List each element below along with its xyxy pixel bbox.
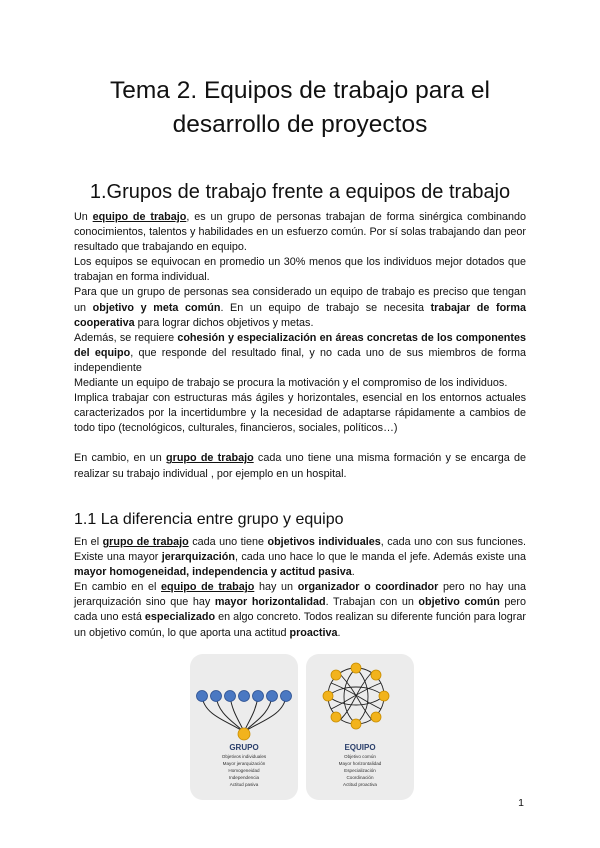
grupo-trait: Independencia <box>228 775 260 780</box>
text: En cambio, en un <box>74 452 167 465</box>
paragraph <box>74 580 526 640</box>
text: Implica trabajar con estructuras más ágiles y horizontales, esencial en los entornos actuales caracterizados por la incertidumbre y la necesidad de adaptarse rápidamente a cambios de todo tipo (tecnológicos, culturales, financieros, sociales, políticos…) <box>74 392 526 435</box>
text: En el <box>74 536 103 548</box>
grupo-node <box>267 691 278 702</box>
text: , cada uno con sus funciones. Existe una mayor <box>74 536 527 564</box>
grupo-trait: Mayor jerarquización <box>222 761 266 766</box>
equipo-node <box>371 712 381 722</box>
text: Mediante un equipo de trabajo se procura la motivación y el compromiso de los individuos. <box>74 377 508 390</box>
bold-term: objetivo y meta común <box>92 301 221 314</box>
equipo-label: EQUIPO <box>344 743 376 752</box>
text: . Trabajan con un <box>325 596 419 609</box>
text: Para que un grupo de personas sea considerado un equipo de trabajo es preciso que tengan un <box>74 286 526 314</box>
grupo-trait: Homogeneidad <box>228 768 260 773</box>
grupo-trait: Objetivos individuales <box>221 754 267 759</box>
equipo-traits <box>339 754 382 787</box>
grupo-label: GRUPO <box>229 743 259 752</box>
grupo-node <box>239 691 250 702</box>
equipo-node <box>351 719 361 729</box>
title-line-1: Tema 2. Equipos de trabajo para el <box>110 77 490 104</box>
equipo-trait: Coordinación <box>346 775 374 780</box>
text: En cambio en el <box>74 581 162 594</box>
grupo-node <box>211 691 222 702</box>
paragraph <box>74 331 526 376</box>
bold-term: objetivo común <box>418 596 500 609</box>
paragraph <box>74 285 526 330</box>
text: para lograr dichos objetivos y metas. <box>134 316 314 329</box>
text: , que responde del resultado final, y no cada uno de sus miembros de forma independiente <box>74 346 526 374</box>
text: Además, se requiere <box>74 331 178 344</box>
title-line-2: desarrollo de proyectos <box>172 111 428 138</box>
text: , cada uno hace lo que le manda el jefe. Además existe una <box>234 551 526 564</box>
paragraph <box>74 391 526 436</box>
bold-underlined-term: equipo de trabajo <box>92 211 187 223</box>
bold-term: mayor homogeneidad, independencia y actitud pasiva <box>74 566 352 579</box>
equipo-trait: Mayor horizontalidad <box>338 761 382 766</box>
equipo-node <box>331 712 341 722</box>
equipo-trait: Especialización <box>344 768 376 773</box>
paragraph <box>74 210 526 255</box>
grupo-node <box>197 691 208 702</box>
bold-term: jerarquización <box>161 551 235 564</box>
grupo-equipo-diagram <box>190 654 414 800</box>
bold-term: proactiva <box>289 626 338 639</box>
text: , es un grupo de personas trabajan de forma sinérgica combinando conocimientos, talentos y habilidades en un esfuerzo común. Por sí solas trabajando dan peor resultado que trabajando en equipo. <box>74 211 527 254</box>
grupo-node <box>281 691 292 702</box>
text: . En un equipo de trabajo se necesita <box>220 301 431 314</box>
grupo-trait: Actitud pasiva <box>229 782 259 787</box>
bold-term: especializado <box>144 611 216 624</box>
bold-underlined-term: grupo de trabajo <box>166 452 254 465</box>
grupo-node <box>225 691 236 702</box>
equipo-node <box>379 691 389 701</box>
paragraph <box>74 451 526 481</box>
equipo-node <box>351 663 361 673</box>
section-1-1-body <box>74 535 526 641</box>
bold-underlined-term: equipo de trabajo <box>161 581 255 594</box>
document-title <box>40 74 560 142</box>
text: Los equipos se equivocan en promedio un 30% menos que los individuos mejor dotados que trabajan en forma individual. <box>74 256 526 284</box>
section-1-heading: 1.Grupos de trabajo frente a equipos de trabajo <box>89 181 511 203</box>
section-1-1-heading: 1.1 La diferencia entre grupo y equipo <box>74 511 344 528</box>
grupo-leader-node <box>238 728 250 740</box>
text: cada uno tiene <box>188 536 268 548</box>
bold-term: objetivos individuales <box>267 536 381 548</box>
text: . <box>337 626 341 639</box>
equipo-node <box>323 691 333 701</box>
paragraph <box>74 376 526 391</box>
text: hay un <box>254 581 298 594</box>
text: pero cada uno está <box>74 596 526 624</box>
equipo-trait: Objetivo común <box>344 754 376 759</box>
text: pero no hay una jerarquización sino que hay <box>74 581 526 609</box>
text: . <box>351 566 355 579</box>
text: Un <box>74 211 93 223</box>
bold-term: organizador o coordinador <box>297 581 439 594</box>
paragraph <box>74 255 526 285</box>
bold-underlined-term: grupo de trabajo <box>102 536 189 548</box>
section-1-body <box>74 210 526 482</box>
equipo-node <box>371 670 381 680</box>
page-number: 1 <box>518 797 524 809</box>
grupo-node <box>253 691 264 702</box>
bold-term: mayor horizontalidad <box>214 596 326 609</box>
equipo-node <box>331 670 341 680</box>
text: en algo concreto. Todos realizan su diferente función para lograr un objetivo común, lo que aporta una actitud <box>74 611 526 639</box>
equipo-trait: Actitud proactiva <box>343 782 377 787</box>
paragraph <box>74 535 526 580</box>
text: cada uno tiene una misma formación y se encarga de realizar su trabajo individual , por ejemplo en un hospital. <box>74 452 527 480</box>
bold-term: cohesión y especialización en áreas concretas de los componentes del equipo <box>74 331 527 359</box>
bold-term: trabajar de forma cooperativa <box>74 301 526 329</box>
